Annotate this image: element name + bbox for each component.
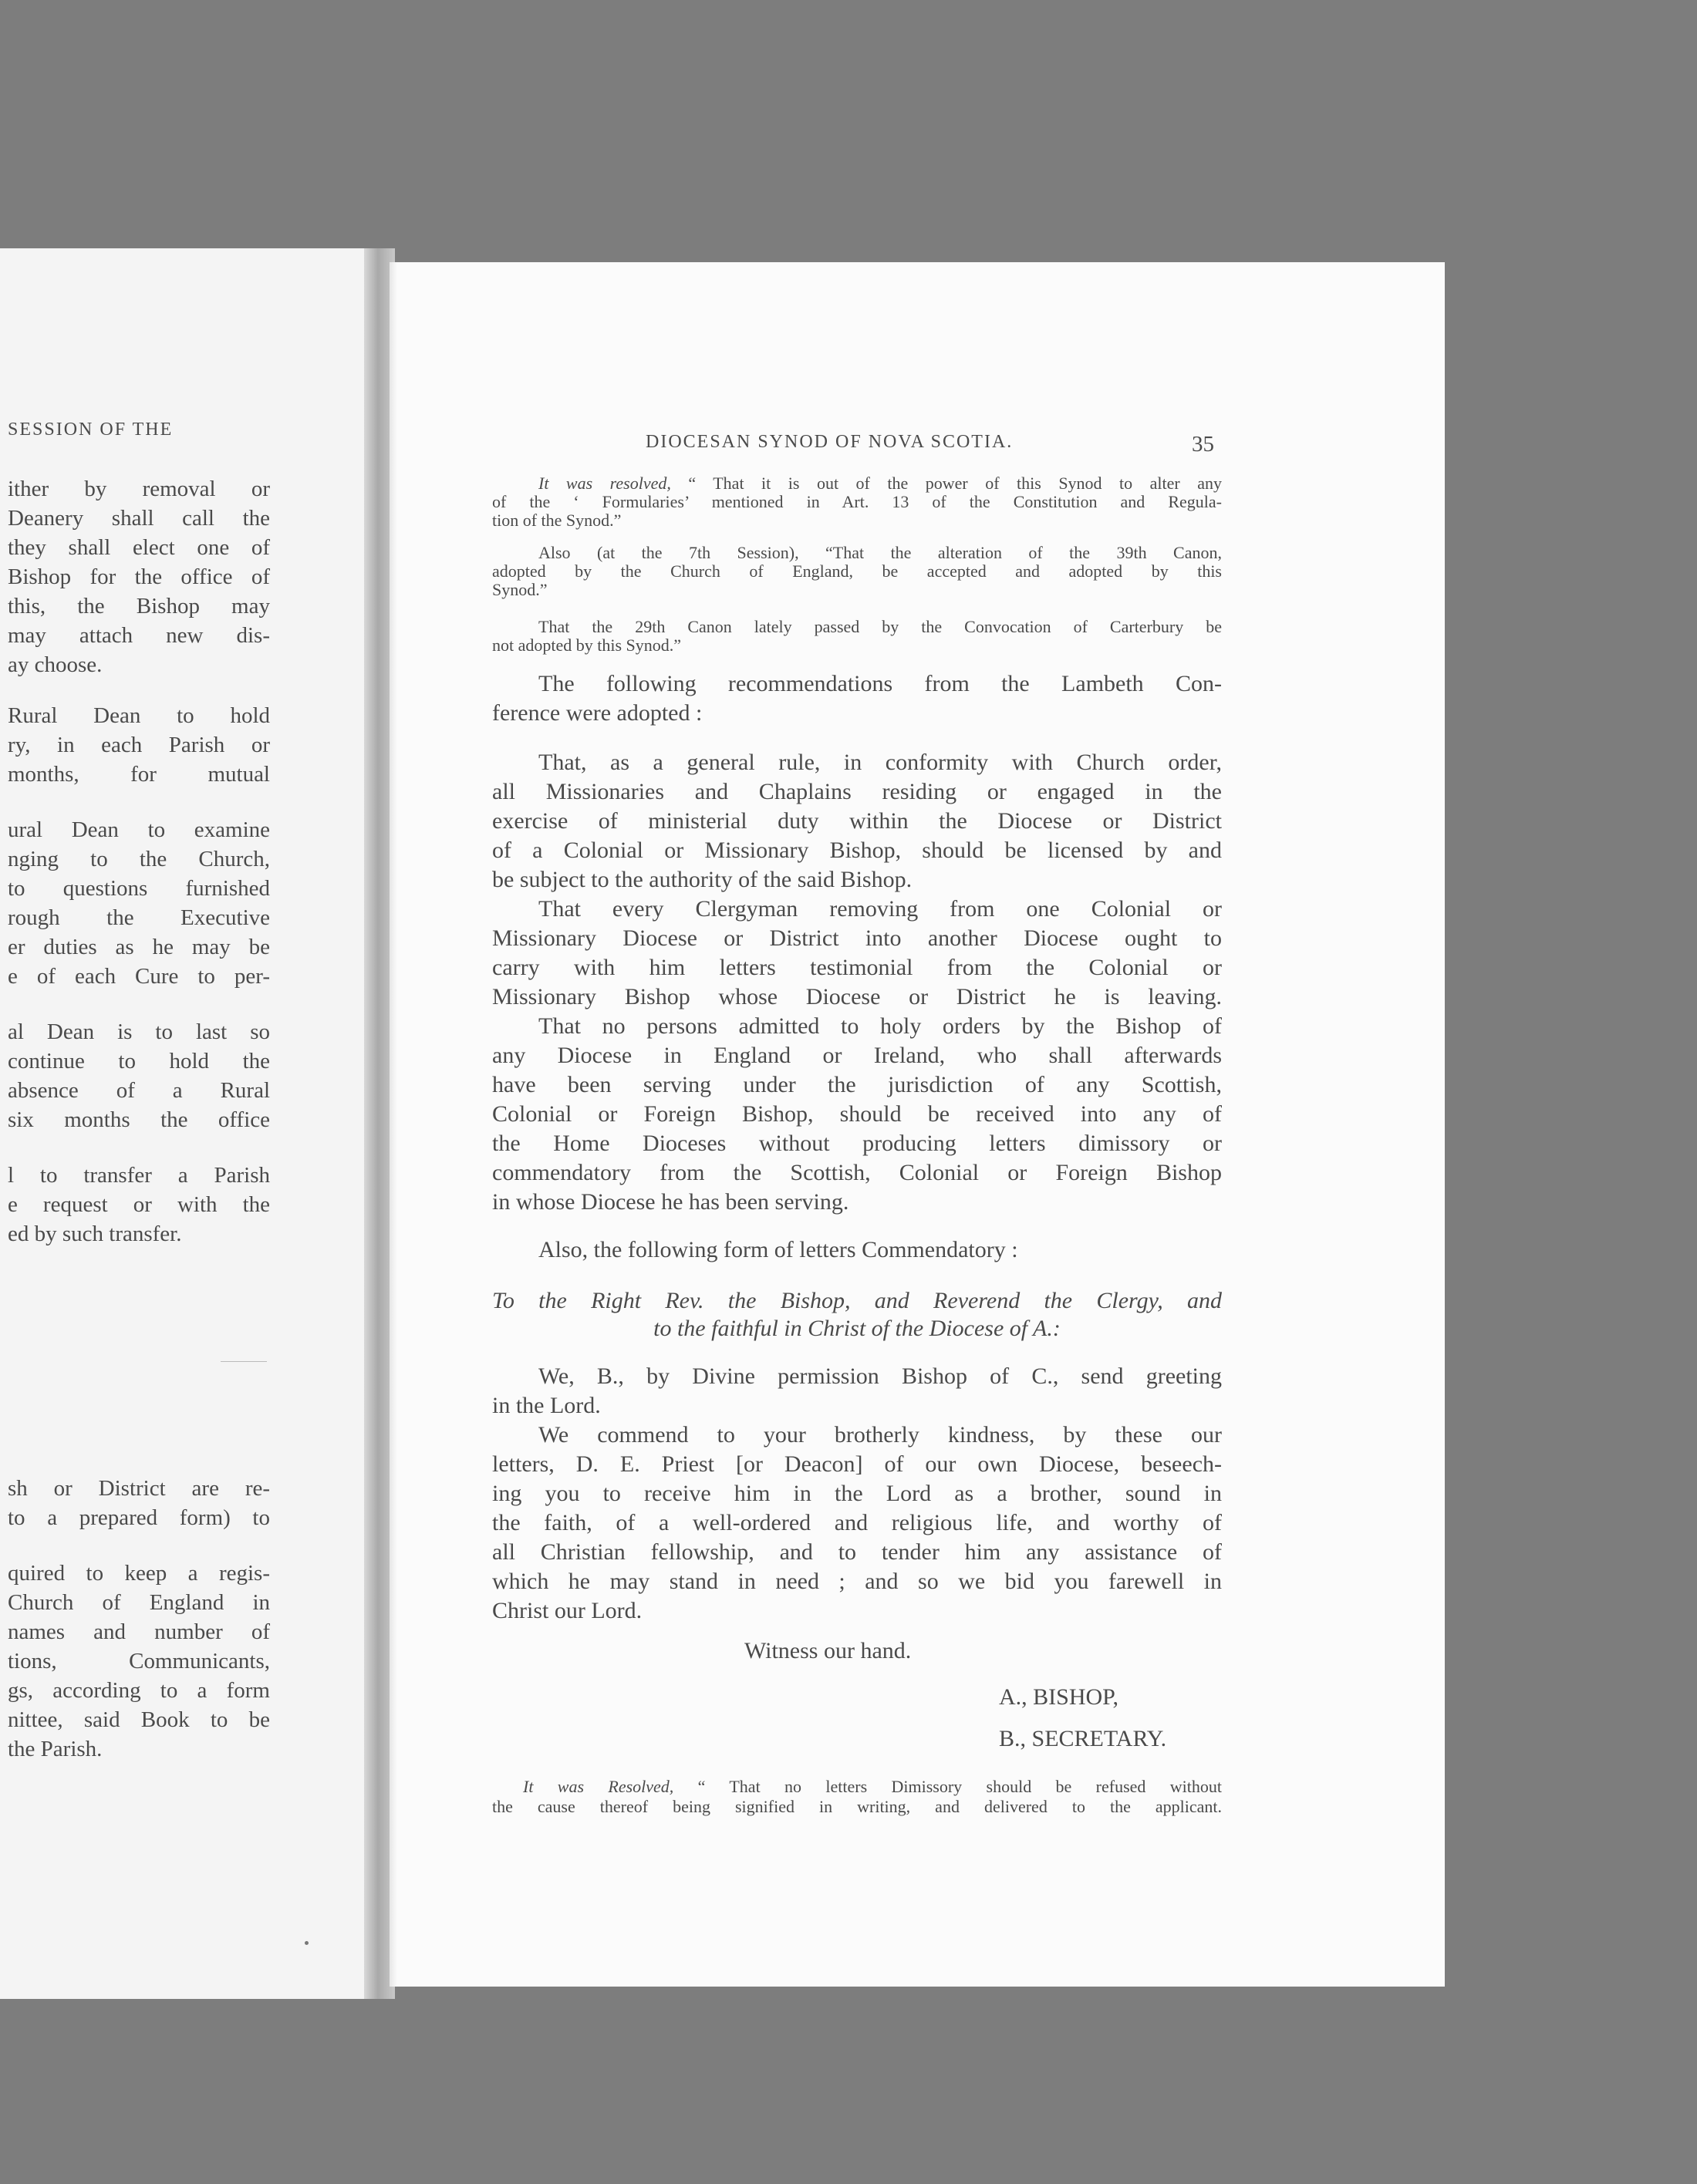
resolution-1-line: tion of the Synod.” [492, 511, 622, 530]
page-number: 35 [1192, 432, 1214, 457]
running-head: DIOCESAN SYNOD OF NOVA SCOTIA. [646, 432, 1014, 452]
left-text-line: e request or with the [8, 1192, 270, 1217]
letter-line: We commend to your brotherly kindness, by these our [538, 1422, 1222, 1448]
left-text-line: tions, Communicants, [8, 1649, 270, 1673]
left-text-line: ed by such transfer. [8, 1222, 182, 1246]
resolution-3-line: That the 29th Canon lately passed by the Convocation of Carterbury be [538, 617, 1222, 636]
resolution-2-line: Also (at the 7th Session), “That the alteration of the 39th Canon, [538, 543, 1222, 562]
resolution-1-line: It was resolved, “ That it is out of the power of this Synod to alter any [538, 474, 1223, 493]
paragraph-3-line: have been serving under the jurisdiction of any Scottish, [492, 1072, 1222, 1097]
left-text-line: Church of England in [8, 1590, 270, 1615]
left-text-line: nittee, said Book to be [8, 1707, 270, 1732]
letter-line: the faith, of a well-ordered and religious life, and worthy of [492, 1510, 1222, 1535]
letter-line: in the Lord. [492, 1393, 601, 1418]
left-text-line: ither by removal or [8, 477, 270, 501]
left-text-line: nging to the Church, [8, 847, 270, 871]
paragraph-2-line: Missionary Bishop whose Diocese or District he is leaving. [492, 984, 1222, 1009]
letter-line: ing you to receive him in the Lord as a brother, sound in [492, 1481, 1222, 1506]
paragraph-1-line: be subject to the authority of the said Bishop. [492, 867, 913, 892]
letter-line: which he may stand in need ; and so we bid you farewell in [492, 1569, 1222, 1594]
left-text-line: to questions furnished [8, 876, 270, 901]
paragraph-2-line: That every Clergyman removing from one Colonial or [538, 896, 1222, 922]
left-text-line: to a prepared form) to [8, 1505, 270, 1530]
left-text-line: may attach new dis- [8, 623, 270, 648]
signature-secretary: B., SECRETARY. [999, 1726, 1167, 1751]
paragraph-3-line: commendatory from the Scottish, Colonial or Foreign Bishop [492, 1160, 1222, 1185]
paragraph-2-line: Missionary Diocese or District into another Diocese ought to [492, 925, 1222, 951]
paragraph-1-line: exercise of ministerial duty within the Diocese or District [492, 808, 1222, 834]
left-text-line: six months the office [8, 1107, 270, 1132]
left-text-line: er duties as he may be [8, 935, 270, 959]
form-intro: Also, the following form of letters Commendatory : [538, 1237, 1018, 1262]
left-text-line: Deanery shall call the [8, 506, 270, 531]
ink-speck [305, 1941, 309, 1945]
left-text-line: Bishop for the office of [8, 565, 270, 589]
left-text-line: they shall elect one of [8, 535, 270, 560]
paragraph-1-line: all Missionaries and Chaplains residing or engaged in the [492, 779, 1222, 804]
section-rule [221, 1361, 267, 1362]
paragraph-3-line: the Home Dioceses without producing letters dimissory or [492, 1131, 1222, 1156]
left-text-line: al Dean is to last so [8, 1020, 270, 1044]
left-text-line: this, the Bishop may [8, 594, 270, 618]
letter-line: letters, D. E. Priest [or Deacon] of our own Diocese, beseech- [492, 1451, 1222, 1477]
letter-line: all Christian fellowship, and to tender him any assistance of [492, 1539, 1222, 1565]
letter-line: Christ our Lord. [492, 1598, 643, 1623]
address-line: To the Right Rev. the Bishop, and Reverend the Clergy, and [492, 1288, 1222, 1313]
letter-line: We, B., by Divine permission Bishop of C., send greeting [538, 1363, 1222, 1389]
address-line: to the faithful in Christ of the Diocese of A.: [653, 1316, 1061, 1341]
left-text-line: the Parish. [8, 1737, 103, 1761]
left-running-head: SESSION OF THE [8, 420, 174, 440]
left-text-line: rough the Executive [8, 905, 270, 930]
left-text-line: ay choose. [8, 652, 103, 677]
left-page [0, 248, 370, 1999]
left-text-line: gs, according to a form [8, 1678, 270, 1703]
resolution-4-line: the cause thereof being signified in writing, and delivered to the applicant. [492, 1797, 1222, 1816]
lambeth-intro-line: The following recommendations from the Lambeth Con- [538, 671, 1222, 696]
paragraph-3-line: That no persons admitted to holy orders by the Bishop of [538, 1013, 1222, 1039]
signature-bishop: A., BISHOP, [999, 1684, 1119, 1710]
paragraph-2-line: carry with him letters testimonial from the Colonial or [492, 955, 1222, 980]
resolution-1-line: of the ‘ Formularies’ mentioned in Art. 13 of the Constitution and Regula- [492, 492, 1222, 511]
paragraph-3-line: any Diocese in England or Ireland, who shall afterwards [492, 1043, 1222, 1068]
left-text-line: Rural Dean to hold [8, 703, 270, 728]
resolution-lead: It was resolved, [538, 474, 671, 493]
right-page [390, 262, 1445, 1987]
left-text-line: absence of a Rural [8, 1078, 270, 1103]
resolution-2-line: adopted by the Church of England, be accepted and adopted by this [492, 561, 1222, 581]
resolution-2-line: Synod.” [492, 580, 548, 599]
lambeth-intro-line: ference were adopted : [492, 700, 703, 726]
left-text-line: names and number of [8, 1619, 270, 1644]
paragraph-3-line: in whose Diocese he has been serving. [492, 1189, 849, 1215]
left-text-line: l to transfer a Parish [8, 1163, 270, 1188]
witness-line: Witness our hand. [744, 1638, 912, 1663]
paragraph-1-line: That, as a general rule, in conformity with Church order, [538, 750, 1222, 775]
resolution-3-line: not adopted by this Synod.” [492, 635, 682, 655]
left-text-line: e of each Cure to per- [8, 964, 270, 989]
paragraph-3-line: Colonial or Foreign Bishop, should be received into any of [492, 1101, 1222, 1127]
left-text-line: sh or District are re- [8, 1476, 270, 1501]
resolution-4-line: It was Resolved, “ That no letters Dimissory should be refused without [523, 1777, 1222, 1796]
left-text-line: continue to hold the [8, 1049, 270, 1073]
paragraph-1-line: of a Colonial or Missionary Bishop, should be licensed by and [492, 838, 1222, 863]
resolution-lead: It was Resolved, [523, 1777, 674, 1796]
left-text-line: months, for mutual [8, 762, 270, 787]
left-text-line: quired to keep a regis- [8, 1561, 270, 1586]
left-text-line: ural Dean to examine [8, 817, 270, 842]
left-text-line: ry, in each Parish or [8, 733, 270, 757]
